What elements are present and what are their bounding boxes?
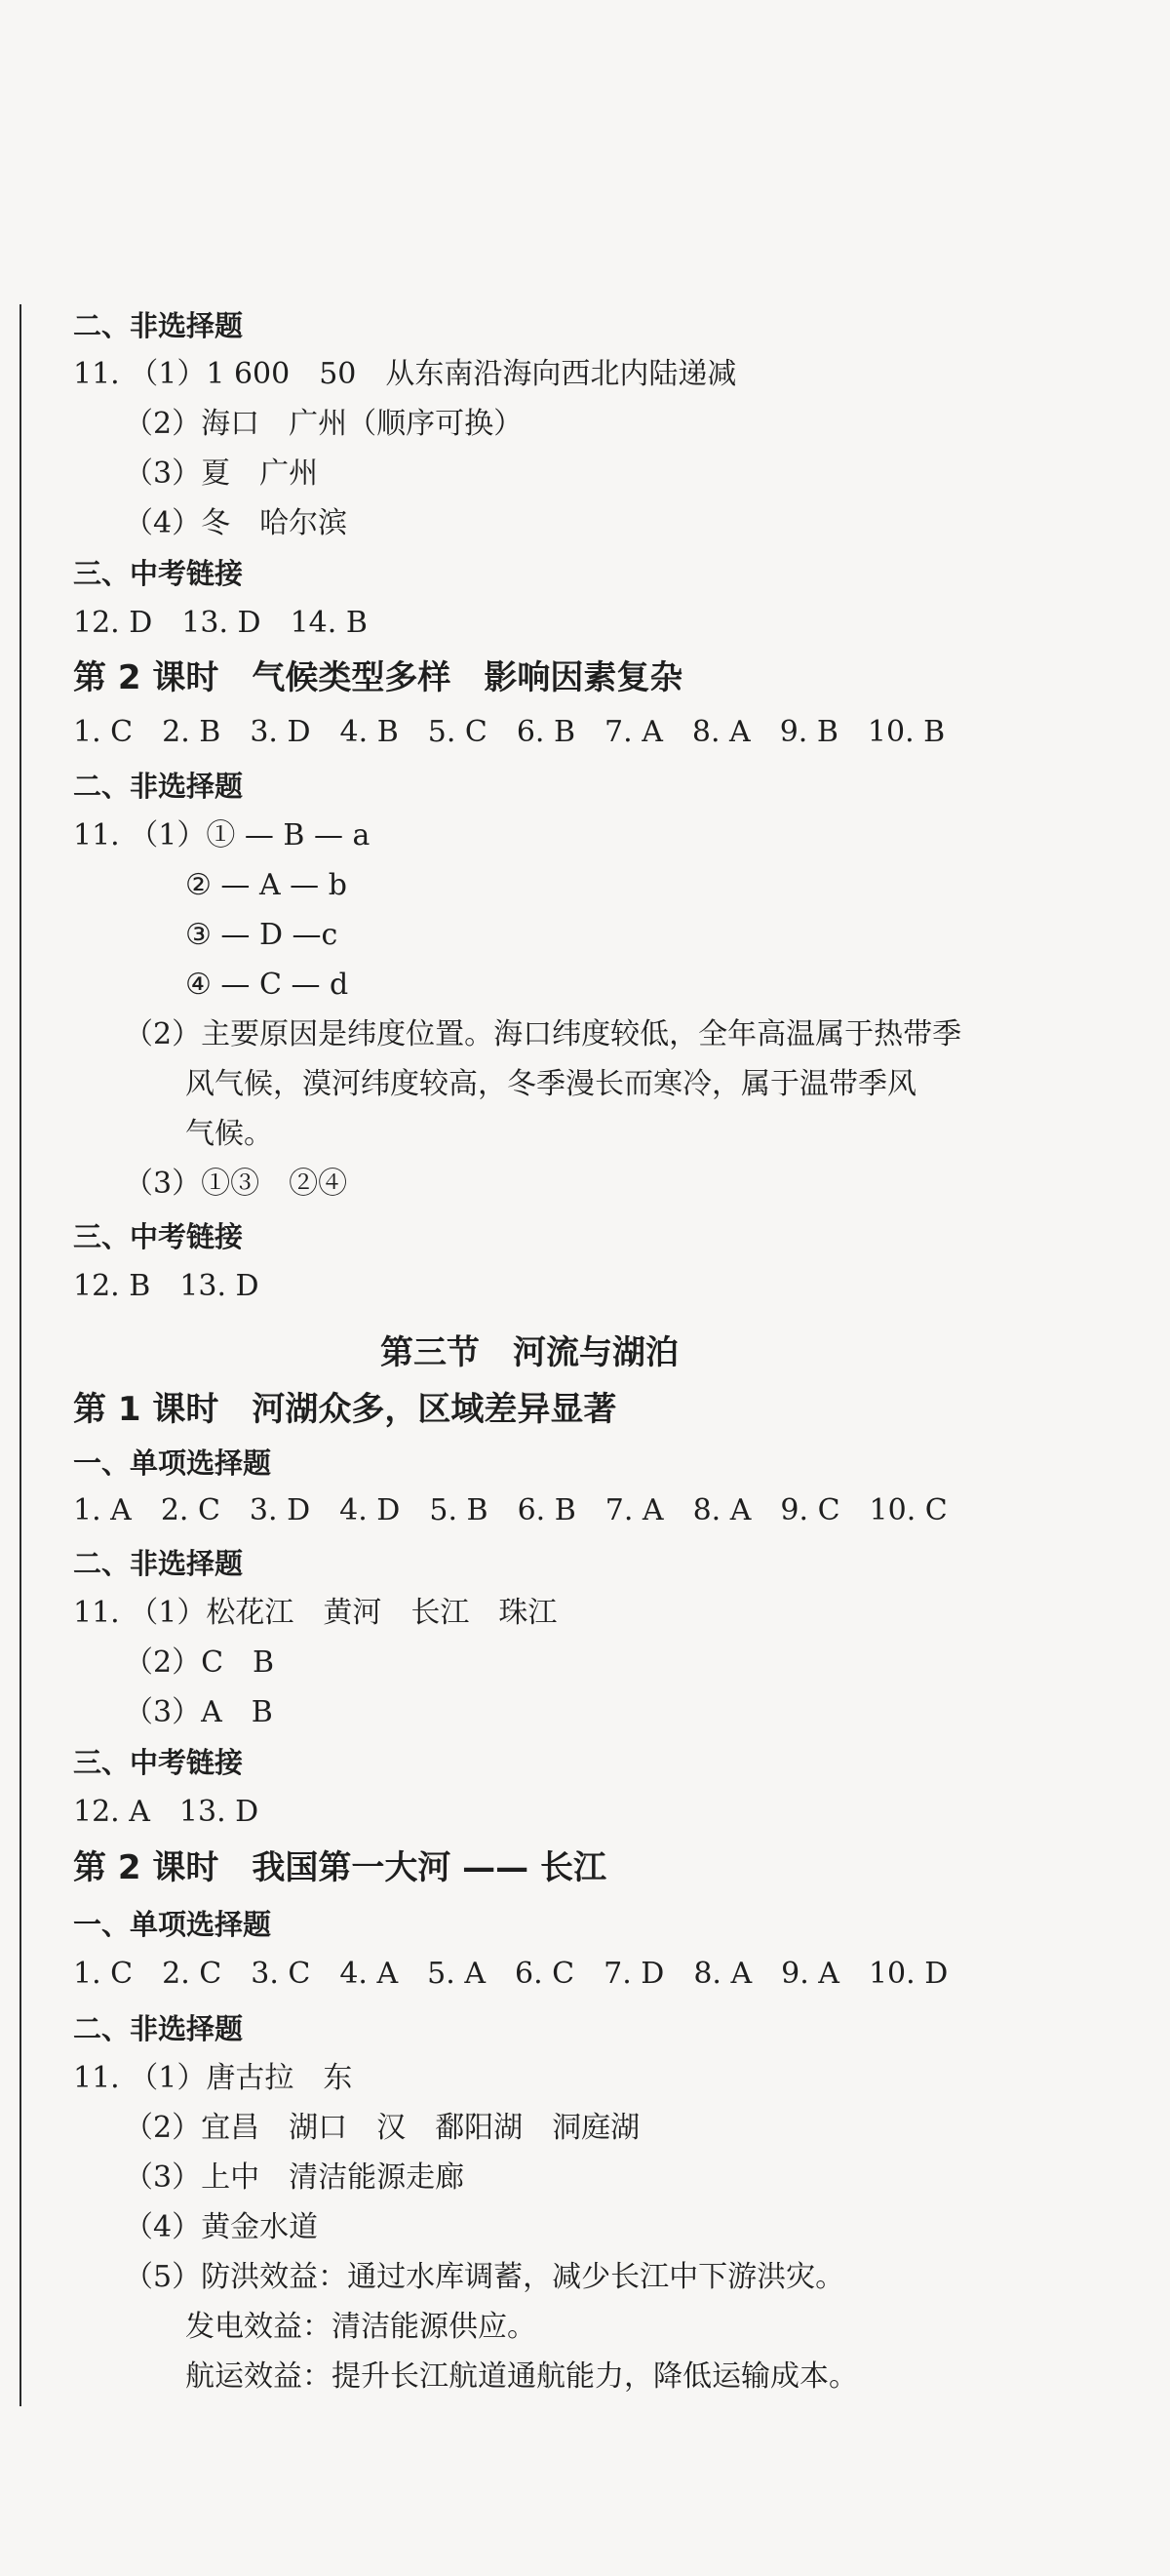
answer-line: 11. （1）① — B — a [73,818,370,852]
section-heading: 三、中考链接 [73,557,244,590]
section-heading: 二、非选择题 [73,2012,244,2045]
answer-line: （5）防洪效益：通过水库调蓄，减少长江中下游洪灾。 [124,2260,845,2294]
answer-line: 发电效益：清洁能源供应。 [185,2310,536,2344]
answer-line: （2）宜昌 湖口 汉 鄱阳湖 洞庭湖 [124,2111,641,2145]
section-heading: 一、单项选择题 [73,1908,272,1941]
answer-line: 风气候，漠河纬度较高，冬季漫长而寒冷，属于温带季风 [185,1067,916,1101]
answer-line: 12. B 13. D [73,1269,259,1303]
answer-line: （4）冬 哈尔滨 [124,506,348,540]
section-heading: 一、单项选择题 [73,1447,272,1480]
section-heading: 二、非选择题 [73,1547,244,1580]
answer-line: 11. （1）唐古拉 东 [73,2061,353,2095]
answer-line: 1. C 2. C 3. C 4. A 5. A 6. C 7. D 8. A 9. A 10. D [73,1957,949,1991]
answer-line: （3）①③ ②④ [124,1167,348,1201]
lesson-title: 第 1 课时 河湖众多，区域差异显著 [73,1390,617,1429]
answer-line: 11. （1）1 600 50 从东南沿海向西北内陆递减 [73,357,737,391]
answer-line: （2）主要原因是纬度位置。海口纬度较低，全年高温属于热带季 [124,1017,962,1051]
answer-line: ④ — C — d [185,968,349,1002]
answer-line: 1. A 2. C 3. D 4. D 5. B 6. B 7. A 8. A 9. C 10. C [73,1493,948,1527]
answer-line: （3）A B [124,1695,273,1729]
answer-line: 1. C 2. B 3. D 4. B 5. C 6. B 7. A 8. A 9. B 10. B [73,715,946,749]
answer-line: （4）黄金水道 [124,2210,319,2244]
section-heading: 二、非选择题 [73,309,244,342]
section-heading: 三、中考链接 [73,1746,244,1779]
lesson-title: 第 2 课时 气候类型多样 影响因素复杂 [73,658,683,697]
answer-line: （2）C B [124,1645,275,1680]
answer-line: ② — A — b [185,868,347,902]
answer-line: 12. D 13. D 14. B [73,606,368,640]
answer-line: 气候。 [185,1117,273,1151]
answer-line: ③ — D —c [185,918,338,952]
chapter-node-title: 第三节 河流与湖泊 [380,1333,679,1372]
answer-line: 12. A 13. D [73,1795,259,1829]
section-heading: 二、非选择题 [73,770,244,803]
margin-rule [20,304,21,2406]
answer-line: （2）海口 广州（顺序可换） [124,407,524,441]
answer-line: 航运效益：提升长江航道通航能力，降低运输成本。 [185,2359,858,2394]
answer-line: （3）上中 清洁能源走廊 [124,2160,465,2195]
answer-line: 11. （1）松花江 黄河 长江 珠江 [73,1596,558,1630]
answer-line: （3）夏 广州 [124,456,319,491]
lesson-title: 第 2 课时 我国第一大河 —— 长江 [73,1848,607,1887]
section-heading: 三、中考链接 [73,1220,244,1253]
